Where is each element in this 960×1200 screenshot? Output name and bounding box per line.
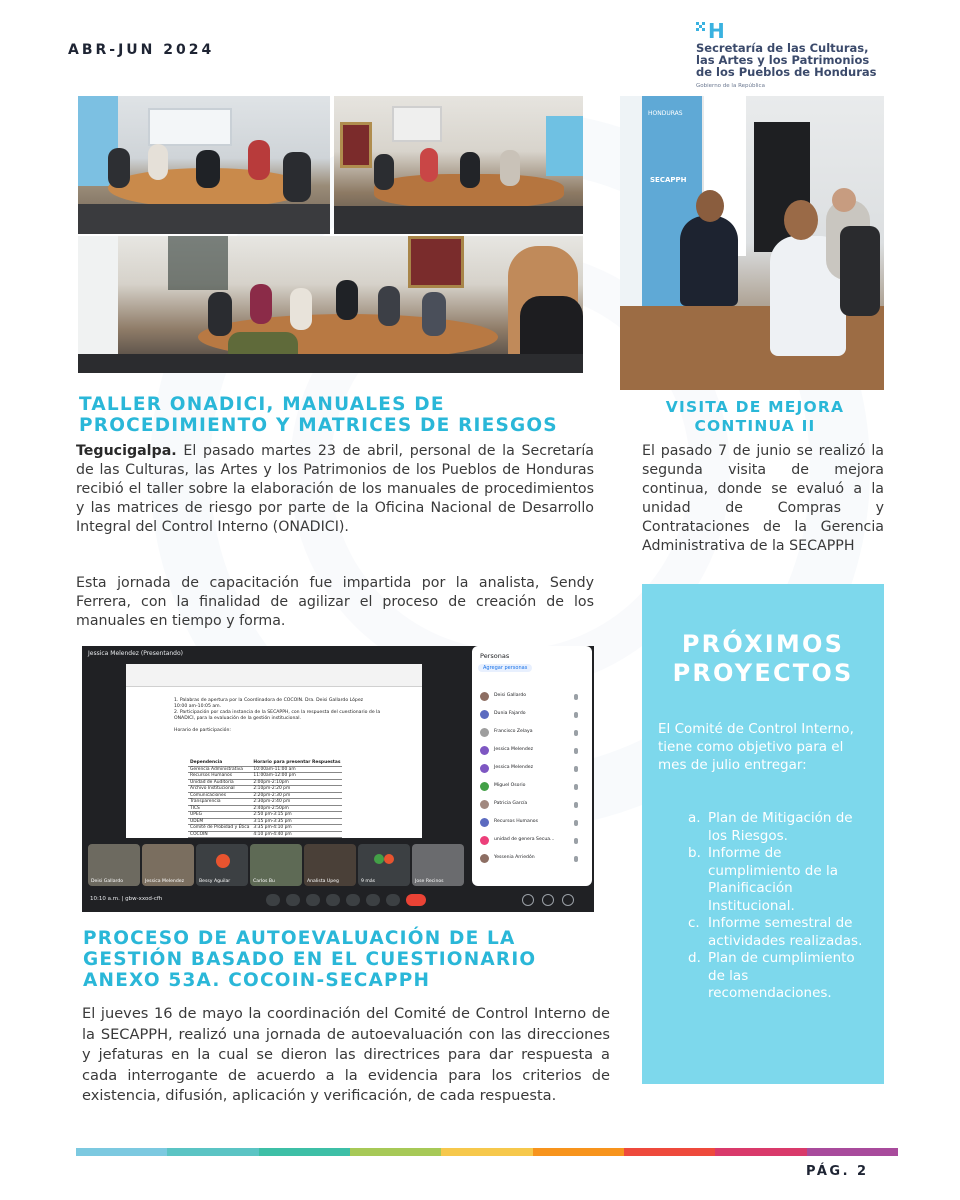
title-line: PROCEDIMIENTO Y MATRICES DE RIESGOS <box>79 415 558 436</box>
list-text: Plan de Mitigación de los Riesgos. <box>708 810 853 844</box>
mic-icon <box>574 820 578 826</box>
issue-period: ABR-JUN 2024 <box>68 42 215 58</box>
dateline: Tegucigalpa. <box>76 443 177 459</box>
table-cell: 2:10pm-2:20 pm <box>251 786 342 793</box>
avatar <box>480 782 489 791</box>
video-call-screenshot <box>82 646 594 912</box>
rainbow-segment <box>259 1148 350 1156</box>
tile-name: Carlos Bu <box>253 879 275 884</box>
participant-name: unidad de genera Secua... <box>494 837 555 842</box>
list-marker: c. <box>688 915 700 931</box>
avatar <box>480 800 489 809</box>
table-cell: Archivo Institucional <box>188 786 251 793</box>
participant-name: Jessica Melendez <box>494 765 534 770</box>
participant-tile <box>304 844 356 886</box>
page-number: PÁG. 2 <box>806 1164 869 1179</box>
avatar <box>480 710 489 719</box>
participant-name: Dunia Fajardo <box>494 711 526 716</box>
table-cell: 3:35 pm-4:10 pm <box>251 825 342 832</box>
table-cell: Gerencia Administrativa <box>188 766 251 773</box>
workshop-photo-1 <box>78 96 330 234</box>
projects-title <box>642 630 884 688</box>
list-text: Plan de cumplimiento de las recomendaciones. <box>708 950 855 1001</box>
article-body-taller <box>76 442 594 537</box>
rainbow-segment <box>624 1148 715 1156</box>
table-cell: Transparencia <box>188 799 251 806</box>
word-ribbon <box>126 664 422 687</box>
tile-name: Deisi Gallardo <box>91 879 124 884</box>
table-header: Dependencia <box>188 760 251 766</box>
mic-icon <box>574 748 578 754</box>
participant-tile <box>88 844 140 886</box>
mic-button[interactable] <box>266 894 280 906</box>
workshop-photo-2 <box>334 96 583 234</box>
avatar <box>480 818 489 827</box>
participant-row <box>480 780 584 794</box>
rainbow-segment <box>76 1148 167 1156</box>
participant-name: Patricia García <box>494 801 528 806</box>
list-marker: d. <box>688 950 701 966</box>
participant-row <box>480 708 584 722</box>
avatar <box>480 836 489 845</box>
avatar <box>480 728 489 737</box>
table-cell: 2:00pm-2:10pm <box>251 779 342 786</box>
banner-top-label: HONDURAS <box>648 110 683 117</box>
participant-name: Miguel Osorio <box>494 783 526 788</box>
doc-line: 1. Palabras de apertura por la Coordinadora de COCOIN. Dra. Deisi Gallardo López <box>174 698 364 703</box>
title-line: PROYECTOS <box>672 659 854 687</box>
table-row <box>188 831 342 838</box>
list-text: Informe semestral de actividades realizadas. <box>708 915 863 949</box>
doc-line: ONADICI, para la evaluación de la gestión institucional. <box>174 716 301 721</box>
table-cell: 11:00am-12:00 pm <box>251 773 342 780</box>
avatar <box>374 854 384 864</box>
upcoming-projects-box <box>642 584 884 1084</box>
table-cell: Comunicaciones <box>188 792 251 799</box>
list-item <box>658 845 873 915</box>
participant-tile <box>196 844 248 886</box>
tile-name: Bessy Aguilar <box>199 879 231 884</box>
avatar <box>216 854 230 868</box>
people-icon[interactable] <box>542 894 554 906</box>
table-cell: 2:20pm-2:30 pm <box>251 792 342 799</box>
tile-name: Jose Recinos <box>415 879 444 884</box>
title-line: CONTINUA II <box>694 417 816 435</box>
camera-button[interactable] <box>286 894 300 906</box>
present-button[interactable] <box>346 894 360 906</box>
tile-name: 9 más <box>361 879 376 884</box>
participant-name: Yessenia Arriedón <box>494 855 535 860</box>
table-header-row <box>188 760 342 766</box>
table-cell: 10:00am-11:00 am <box>251 766 342 773</box>
captions-button[interactable] <box>306 894 320 906</box>
mic-icon <box>574 856 578 862</box>
presenter-label: Jessica Melendez (Presentando) <box>88 650 184 657</box>
title-line: PROCESO DE AUTOEVALUACIÓN DE LA <box>83 928 516 949</box>
table-cell: Comité de Probidad y Ética <box>190 825 250 830</box>
people-panel <box>472 646 592 886</box>
title-line: GESTIÓN BASADO EN EL CUESTIONARIO <box>83 949 537 970</box>
emoji-button[interactable] <box>326 894 340 906</box>
rainbow-segment <box>807 1148 898 1156</box>
rainbow-segment <box>167 1148 258 1156</box>
tile-name: Jessica Melendez <box>145 879 185 884</box>
avatar <box>480 746 489 755</box>
mic-icon <box>574 802 578 808</box>
logo-line: las Artes y los Patrimonios <box>696 53 870 67</box>
rainbow-segment <box>350 1148 441 1156</box>
mic-icon <box>574 784 578 790</box>
participant-name: Deisi Gallardo <box>494 693 527 698</box>
participant-name: Francisco Zelaya <box>494 729 533 734</box>
doc-text <box>174 698 380 734</box>
participant-row <box>480 744 584 758</box>
list-item <box>658 915 873 950</box>
paragraph: El pasado martes 23 de abril, personal de la Secretaría de las Culturas, las Artes y los Patrimonios de los Pueblos de Honduras recibió el taller sobre la elaboración de los manuales de procedimientos y las matrices de riesgo por parte de la Oficina Nacional de Desarrollo Integral del Control Interno (ONADICI). <box>76 443 595 535</box>
list-marker: a. <box>688 810 701 826</box>
list-marker: b. <box>688 845 701 861</box>
doc-line: 2. Participación por cada instancia de la SECAPPH, con la respuesta del cuestionario de la <box>174 710 381 715</box>
banner-label: SECAPPH <box>650 176 687 184</box>
call-control-bar <box>82 888 594 912</box>
table-cell: 2:30pm-2:40 pm <box>251 799 342 806</box>
title-line: ANEXO 53A. COCOIN-SECAPPH <box>83 970 431 991</box>
participant-row <box>480 798 584 812</box>
table-cell: UPEG <box>188 812 251 819</box>
table-cell: 2:50 pm-3:15 pm <box>251 812 342 819</box>
chat-icon[interactable] <box>562 894 574 906</box>
participant-row <box>480 852 584 866</box>
info-icon[interactable] <box>522 894 534 906</box>
projects-intro: El Comité de Control Interno, tiene como objetivo para el mes de julio entregar: <box>658 721 854 773</box>
title-line: TALLER ONADICI, MANUALES DE <box>79 394 445 415</box>
participant-row <box>480 816 584 830</box>
list-item <box>658 810 873 845</box>
article-body-autoevaluacion: El jueves 16 de mayo la coordinación del Comité de Control Interno de la SECAPPH, realizó una jornada de autoevaluación con las direcciones y jefaturas en la cual se dieron las directrices para dar respuesta a cada interrogante de acuerdo a la evidencia para los criterios de existencia, difusión, aplicación y verificación, de cada respuesta. <box>82 1005 610 1104</box>
svg-text:H: H <box>708 20 725 42</box>
tile-name: Analista Upeg <box>307 879 339 884</box>
mic-icon <box>574 694 578 700</box>
participant-tile <box>412 844 464 886</box>
doc-line: 10:00 am-10:05 am. <box>174 704 222 709</box>
meeting-time: 10:10 a.m. | gbw-xxod-cfh <box>90 896 163 902</box>
avatar <box>384 854 394 864</box>
article-title-visita <box>630 398 880 436</box>
list-item <box>658 950 873 1003</box>
article-body-visita: El pasado 7 de junio se realizó la segunda visita de mejora continua, donde se evaluó a la unidad de Compras y Contrataciones de la Gerencia Administrativa de la SECAPPH <box>642 443 884 554</box>
table-cell: 3:15 pm-3:35 pm <box>251 818 342 825</box>
doc-line: Horario de participación: <box>174 728 231 733</box>
rainbow-divider <box>76 1148 898 1156</box>
participant-tile <box>358 844 410 886</box>
raise-hand-button[interactable] <box>366 894 380 906</box>
table-cell: 2:40pm-2:50pm <box>251 805 342 812</box>
table-cell: Unidad de Auditoría <box>188 779 251 786</box>
table-header: Horario para presentar Respuestas <box>253 760 341 765</box>
avatar <box>480 854 489 863</box>
mic-icon <box>574 766 578 772</box>
list-text: Informe de cumplimiento de la Planificación Institucional. <box>708 845 838 914</box>
logo-line: de los Pueblos de Honduras <box>696 65 877 79</box>
participant-tile <box>250 844 302 886</box>
avatar <box>480 692 489 701</box>
more-options-button[interactable] <box>386 894 400 906</box>
avatar <box>480 764 489 773</box>
people-panel-title: Personas <box>480 652 510 660</box>
mic-icon <box>574 838 578 844</box>
shared-document <box>126 664 422 838</box>
logo-line: Secretaría de las Culturas, <box>696 41 869 55</box>
end-call-button[interactable] <box>406 894 426 906</box>
article-body-taller-2: Esta jornada de capacitación fue impartida por la analista, Sendy Ferrera, con la finalidad de agilizar el proceso de creación de los manuales en tiempo y forma. <box>76 575 594 629</box>
table-cell: TICS <box>188 805 251 812</box>
participant-row <box>480 726 584 740</box>
add-people-button[interactable]: Agregar personas <box>478 664 532 672</box>
title-line: VISITA DE MEJORA <box>665 398 845 416</box>
title-line: PRÓXIMOS <box>681 630 845 658</box>
projects-list <box>658 810 873 1003</box>
participant-row <box>480 690 584 704</box>
table-cell: COCOIN <box>188 831 251 838</box>
participant-row <box>480 834 584 848</box>
schedule-table <box>188 760 342 838</box>
mic-icon <box>574 730 578 736</box>
participant-row <box>480 762 584 776</box>
logo-subtitle: Gobierno de la República <box>696 83 765 89</box>
participant-name: Recursos Humanos <box>494 819 538 824</box>
table-cell: 4:10 pm-4:40 pm <box>251 831 342 838</box>
article-title-autoevaluacion <box>83 928 603 991</box>
participant-name: Jessica Melendez <box>494 747 534 752</box>
visit-photo <box>620 96 884 390</box>
table-cell: Recursos Humanos <box>188 773 251 780</box>
rainbow-segment <box>715 1148 806 1156</box>
workshop-photo-3 <box>78 236 583 373</box>
article-title-taller <box>79 394 599 436</box>
rainbow-segment <box>441 1148 532 1156</box>
table-cell: UDEM <box>188 818 251 825</box>
rainbow-segment <box>533 1148 624 1156</box>
hn-flag-icon <box>696 20 740 42</box>
mic-icon <box>574 712 578 718</box>
participant-tile <box>142 844 194 886</box>
